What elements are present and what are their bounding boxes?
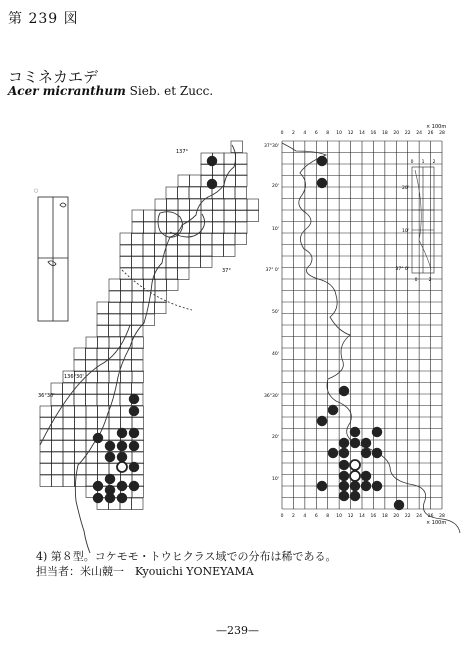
profile-x-tick-top: 8 [326, 131, 330, 136]
figure-number: 第 239 図 [8, 11, 79, 27]
profile-dot [350, 438, 360, 448]
profile-y-label: 10' [272, 477, 279, 482]
profile-x-tick-bottom: 26 [427, 514, 434, 519]
profile-dot [372, 481, 382, 491]
profile-x-tick-top: 14 [359, 131, 365, 136]
profile-dot [317, 156, 327, 166]
profile-x-tick-top: 12 [347, 131, 354, 136]
profile-x-tick-top: 28 [439, 131, 445, 136]
profile-x-tick-bottom: 28 [439, 514, 445, 519]
profile-dot [361, 471, 371, 481]
profile-x-tick-bottom: 24 [416, 514, 423, 519]
profile-y-label: 40' [272, 352, 279, 357]
profile-y-label: 37°30' [264, 144, 279, 149]
profile-x-tick-bottom: 14 [359, 514, 365, 519]
profile-x-ticks-bottom [281, 513, 445, 519]
profile-x-tick-top: 20 [393, 131, 400, 136]
profile-dot [361, 448, 371, 458]
profile-dot [394, 500, 404, 510]
profile-dot [372, 427, 382, 437]
profile-x-tick-bottom: 12 [347, 514, 354, 519]
species-binomial: Acer micranthum [8, 84, 126, 98]
profile-x-tick-top: 18 [381, 131, 388, 136]
profile-x-tick-bottom: 16 [370, 514, 377, 519]
profile-x-tick-bottom: 8 [326, 514, 330, 519]
species-japanese-name: コミネカエデ [8, 68, 99, 86]
map-label-mid-lat: 37° [222, 268, 231, 274]
profile-x-tick-top: 2 [291, 131, 295, 136]
profile-dot [339, 386, 349, 396]
profile-y-labels [264, 143, 279, 482]
profile-y-label: 20' [272, 184, 279, 189]
profile-x-tick-top: 10 [336, 131, 343, 136]
profile-dots [317, 156, 404, 510]
footnote-text: 4) 第８型。コケモモ・トウヒクラス域での分布は稀である。 [36, 550, 337, 563]
profile-x-ticks-top [281, 130, 445, 136]
profile-y-label: 20' [272, 435, 279, 440]
inset-top-tick: 2 [432, 160, 436, 165]
profile-x-tick-top: 26 [427, 131, 434, 136]
profile-x-tick-bottom: 2 [291, 514, 295, 519]
profile-dot [339, 491, 349, 501]
map-label-upper-lon: 137° [176, 149, 189, 155]
page-number: —239— [216, 624, 259, 637]
profile-y-label: 36°30' [264, 394, 279, 399]
profile-dot [350, 460, 360, 470]
map-label-lower-lat: 36°30' [38, 393, 55, 399]
profile-dot [317, 178, 327, 188]
profile-x-tick-bottom: 4 [303, 514, 307, 519]
profile-dot [350, 491, 360, 501]
profile-x-tick-bottom: 0 [280, 514, 284, 519]
profile-dot [372, 448, 382, 458]
profile-x-tick-top: 24 [416, 131, 423, 136]
species-authority: Sieb. et Zucc. [129, 84, 214, 98]
inset-side-label: 37° 0' [395, 267, 409, 272]
profile-dot [339, 438, 349, 448]
profile-dot [339, 448, 349, 458]
profile-x-unit-top: × 100m [426, 124, 447, 130]
profile-y-label: 37° 0' [265, 268, 279, 273]
profile-dot [328, 405, 338, 415]
svg-text:○: ○ [34, 188, 39, 194]
profile-dot [339, 481, 349, 491]
profile-x-tick-bottom: 6 [314, 514, 318, 519]
profile-dot [317, 416, 327, 426]
profile-dot [339, 460, 349, 470]
profile-y-label: 10' [272, 227, 279, 232]
profile-dot [350, 427, 360, 437]
inset-side-label: 10' [402, 229, 409, 234]
inset-side-label: 20' [402, 186, 409, 191]
map-label-lower-lon: 136°30' [64, 374, 84, 380]
profile-x-tick-bottom: 10 [336, 514, 343, 519]
author-credit: 担当者：米山競一 Kyouichi YONEYAMA [36, 565, 254, 578]
profile-dot [350, 471, 360, 481]
inset-bottom-tick: 0 [414, 278, 418, 283]
inset-bottom-tick: 2 [428, 278, 432, 283]
profile-dot [350, 481, 360, 491]
profile-y-label: 50' [272, 310, 279, 315]
profile-x-tick-bottom: 20 [393, 514, 400, 519]
profile-x-tick-top: 6 [314, 131, 318, 136]
profile-x-tick-top: 0 [280, 131, 284, 136]
profile-x-tick-top: 22 [404, 131, 411, 136]
profile-x-tick-top: 16 [370, 131, 377, 136]
profile-x-tick-bottom: 22 [404, 514, 411, 519]
profile-dot [317, 481, 327, 491]
profile-x-tick-top: 4 [303, 131, 307, 136]
profile-dot [361, 481, 371, 491]
inset-top-tick: 0 [410, 160, 414, 165]
profile-x-tick-bottom: 18 [381, 514, 388, 519]
profile-dot [361, 438, 371, 448]
profile-x-unit-bottom: × 100m [426, 520, 447, 526]
profile-dot [339, 471, 349, 481]
inset-top-tick: 1 [421, 160, 425, 165]
profile-dot [328, 448, 338, 458]
